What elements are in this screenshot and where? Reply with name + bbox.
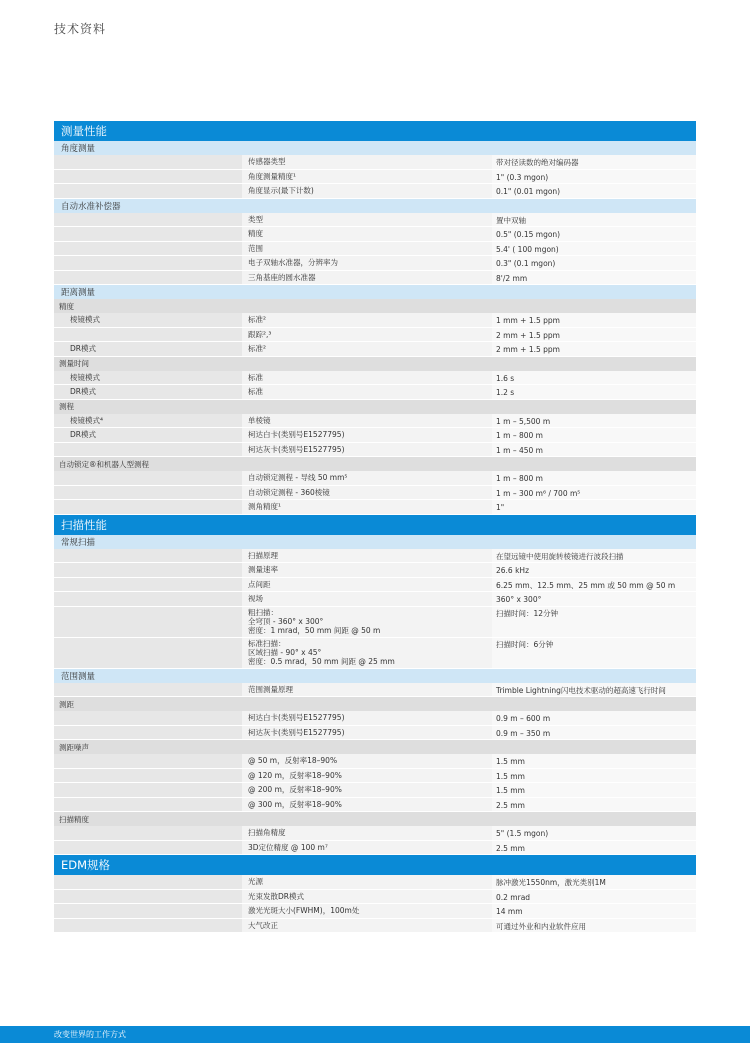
group-header: 精度 <box>54 299 696 313</box>
spec-value: 带对径读数的绝对编码器 <box>492 155 696 169</box>
spec-category <box>54 271 242 285</box>
spec-value: 1.5 mm <box>492 754 696 768</box>
spec-row <box>54 242 696 257</box>
spec-label: 3D定位精度 @ 100 m⁷ <box>242 841 492 855</box>
spec-category <box>54 841 242 855</box>
spec-row <box>54 769 696 784</box>
spec-label: 柯达白卡(类别号E1527795) <box>242 428 492 442</box>
spec-label: 标准² <box>242 342 492 356</box>
spec-table <box>54 121 696 933</box>
spec-category <box>54 563 242 577</box>
spec-value: 1 m – 800 m <box>492 471 696 485</box>
spec-category <box>54 227 242 241</box>
group-header: 测量时间 <box>54 357 696 371</box>
spec-value: 14 mm <box>492 904 696 918</box>
spec-label: 激光光斑大小(FWHM)，100m处 <box>242 904 492 918</box>
spec-row <box>54 826 696 841</box>
spec-value: 0.2 mrad <box>492 890 696 904</box>
spec-value: 1 m – 5,500 m <box>492 414 696 428</box>
spec-row <box>54 443 696 458</box>
spec-category <box>54 683 242 697</box>
spec-label: @ 120 m，反射率18–90% <box>242 769 492 783</box>
spec-row <box>54 890 696 905</box>
spec-value: 1 m – 300 m⁶ / 700 m⁵ <box>492 486 696 500</box>
spec-category <box>54 500 242 514</box>
spec-category: 棱镜模式⁴ <box>54 414 242 428</box>
subsection-header: 常规扫描 <box>54 535 696 549</box>
spec-category: 棱镜模式 <box>54 371 242 385</box>
spec-row <box>54 798 696 813</box>
spec-label: 单棱镜 <box>242 414 492 428</box>
spec-label: @ 200 m，反射率18–90% <box>242 783 492 797</box>
spec-category <box>54 826 242 840</box>
subsection-header: 距离测量 <box>54 285 696 299</box>
spec-label: 点间距 <box>242 578 492 592</box>
subsection-header: 范围测量 <box>54 669 696 683</box>
spec-category <box>54 754 242 768</box>
spec-row <box>54 227 696 242</box>
spec-row <box>54 711 696 726</box>
group-header: 测距 <box>54 697 696 711</box>
subsection-header: 自动水准补偿器 <box>54 199 696 213</box>
spec-label: @ 50 m，反射率18–90% <box>242 754 492 768</box>
spec-row <box>54 578 696 593</box>
spec-value: 1" <box>492 500 696 514</box>
spec-row <box>54 371 696 386</box>
spec-label: 柯达灰卡(类别号E1527795) <box>242 726 492 740</box>
spec-label: 三角基座的圆水准器 <box>242 271 492 285</box>
spec-value: 0.9 m – 350 m <box>492 726 696 740</box>
spec-row <box>54 486 696 501</box>
spec-value: 2 mm + 1.5 ppm <box>492 328 696 342</box>
spec-value: 1 mm + 1.5 ppm <box>492 313 696 327</box>
spec-row <box>54 328 696 343</box>
section-header: EDM规格 <box>54 855 696 875</box>
spec-label: 大气改正 <box>242 919 492 933</box>
spec-category <box>54 783 242 797</box>
spec-category <box>54 875 242 889</box>
spec-row <box>54 783 696 798</box>
spec-value: 1 m – 450 m <box>492 443 696 457</box>
spec-label: 类型 <box>242 213 492 227</box>
spec-value: 8'/2 mm <box>492 271 696 285</box>
spec-row <box>54 754 696 769</box>
group-header: 自动锁定®和机器人型测程 <box>54 457 696 471</box>
spec-label: 柯达灰卡(类别号E1527795) <box>242 443 492 457</box>
spec-value: 在望远镜中使用旋转棱镜进行波段扫描 <box>492 549 696 563</box>
spec-row <box>54 904 696 919</box>
section-header: 扫描性能 <box>54 515 696 535</box>
spec-value: Trimble Lightning闪电技术驱动的超高速飞行时间 <box>492 683 696 697</box>
spec-label: 视场 <box>242 592 492 606</box>
spec-value: 2 mm + 1.5 ppm <box>492 342 696 356</box>
spec-row <box>54 919 696 934</box>
spec-label: 扫描原理 <box>242 549 492 563</box>
spec-category <box>54 607 242 637</box>
spec-value: 26.6 kHz <box>492 563 696 577</box>
spec-value: 扫描时间：12分钟 <box>492 607 696 637</box>
spec-category <box>54 890 242 904</box>
spec-label: 标准 <box>242 371 492 385</box>
spec-row <box>54 414 696 429</box>
spec-category: DR模式 <box>54 342 242 356</box>
spec-category <box>54 256 242 270</box>
spec-category <box>54 170 242 184</box>
spec-value: 5.4' ( 100 mgon) <box>492 242 696 256</box>
spec-label: 光束发散DR模式 <box>242 890 492 904</box>
spec-value: 6.25 mm、12.5 mm、25 mm 或 50 mm @ 50 m <box>492 578 696 592</box>
spec-label: 测角精度¹ <box>242 500 492 514</box>
spec-category <box>54 242 242 256</box>
spec-row <box>54 184 696 199</box>
spec-row <box>54 428 696 443</box>
spec-value: 1.5 mm <box>492 769 696 783</box>
spec-category <box>54 726 242 740</box>
spec-row <box>54 592 696 607</box>
spec-value: 2.5 mm <box>492 841 696 855</box>
spec-value: 1.6 s <box>492 371 696 385</box>
spec-row <box>54 170 696 185</box>
spec-row <box>54 500 696 515</box>
spec-row <box>54 471 696 486</box>
footer-slogan: 改变世界的工作方式 <box>54 1030 126 1039</box>
spec-category <box>54 904 242 918</box>
spec-value: 0.5" (0.15 mgon) <box>492 227 696 241</box>
spec-row <box>54 638 696 669</box>
spec-label: 测量速率 <box>242 563 492 577</box>
spec-value: 360° x 300° <box>492 592 696 606</box>
spec-label: 范围测量原理 <box>242 683 492 697</box>
spec-label: 跟踪²,³ <box>242 328 492 342</box>
spec-category <box>54 184 242 198</box>
spec-label: 光源 <box>242 875 492 889</box>
spec-value: 0.1" (0.01 mgon) <box>492 184 696 198</box>
spec-value: 脉冲激光1550nm，激光类别1M <box>492 875 696 889</box>
spec-label: 标准² <box>242 313 492 327</box>
spec-value: 0.3" (0.1 mgon) <box>492 256 696 270</box>
spec-value: 1" (0.3 mgon) <box>492 170 696 184</box>
spec-label: 标准扫描： 区域扫描 - 90° x 45° 密度：0.5 mrad，50 mm 间距 @ 25 mm <box>242 638 492 668</box>
spec-row <box>54 841 696 856</box>
spec-label: 角度显示(最下计数) <box>242 184 492 198</box>
spec-row <box>54 385 696 400</box>
spec-label: 柯达白卡(类别号E1527795) <box>242 711 492 725</box>
spec-category <box>54 443 242 457</box>
spec-value: 1.2 s <box>492 385 696 399</box>
spec-row <box>54 342 696 357</box>
spec-value: 1 m – 800 m <box>492 428 696 442</box>
spec-category <box>54 471 242 485</box>
spec-category <box>54 578 242 592</box>
document-header: 技术资料 <box>54 22 107 36</box>
group-header: 测距噪声 <box>54 740 696 754</box>
spec-category <box>54 213 242 227</box>
spec-category <box>54 798 242 812</box>
spec-label: 粗扫描： 全穹顶 - 360° x 300° 密度：1 mrad，50 mm 间距 @ 50 m <box>242 607 492 637</box>
spec-category <box>54 328 242 342</box>
spec-category <box>54 919 242 933</box>
spec-category: DR模式 <box>54 385 242 399</box>
spec-label: @ 300 m，反射率18–90% <box>242 798 492 812</box>
spec-row <box>54 155 696 170</box>
spec-label: 扫描角精度 <box>242 826 492 840</box>
spec-category <box>54 638 242 668</box>
spec-row <box>54 549 696 564</box>
spec-row <box>54 213 696 228</box>
spec-label: 自动锁定测程 - 导线 50 mm⁵ <box>242 471 492 485</box>
group-header: 测程 <box>54 400 696 414</box>
spec-value: 0.9 m – 600 m <box>492 711 696 725</box>
spec-label: 精度 <box>242 227 492 241</box>
spec-row <box>54 726 696 741</box>
spec-category <box>54 549 242 563</box>
spec-row <box>54 875 696 890</box>
spec-category <box>54 769 242 783</box>
spec-label: 电子双轴水准器，分辨率为 <box>242 256 492 270</box>
section-header: 测量性能 <box>54 121 696 141</box>
spec-label: 自动锁定测程 - 360棱镜 <box>242 486 492 500</box>
spec-label: 标准 <box>242 385 492 399</box>
spec-row <box>54 313 696 328</box>
spec-value: 扫描时间：6分钟 <box>492 638 696 668</box>
spec-row <box>54 607 696 638</box>
spec-value: 置中双轴 <box>492 213 696 227</box>
spec-category <box>54 486 242 500</box>
spec-value: 1.5 mm <box>492 783 696 797</box>
spec-row <box>54 563 696 578</box>
spec-category <box>54 592 242 606</box>
spec-row <box>54 256 696 271</box>
spec-category <box>54 711 242 725</box>
spec-row <box>54 271 696 286</box>
spec-label: 角度测量精度¹ <box>242 170 492 184</box>
spec-value: 2.5 mm <box>492 798 696 812</box>
spec-category: 棱镜模式 <box>54 313 242 327</box>
spec-category: DR模式 <box>54 428 242 442</box>
subsection-header: 角度测量 <box>54 141 696 155</box>
spec-label: 传感器类型 <box>242 155 492 169</box>
spec-label: 范围 <box>242 242 492 256</box>
spec-value: 可通过外业和内业软件应用 <box>492 919 696 933</box>
spec-value: 5" (1.5 mgon) <box>492 826 696 840</box>
group-header: 扫描精度 <box>54 812 696 826</box>
spec-category <box>54 155 242 169</box>
spec-row <box>54 683 696 698</box>
footer-bar <box>0 1026 750 1043</box>
